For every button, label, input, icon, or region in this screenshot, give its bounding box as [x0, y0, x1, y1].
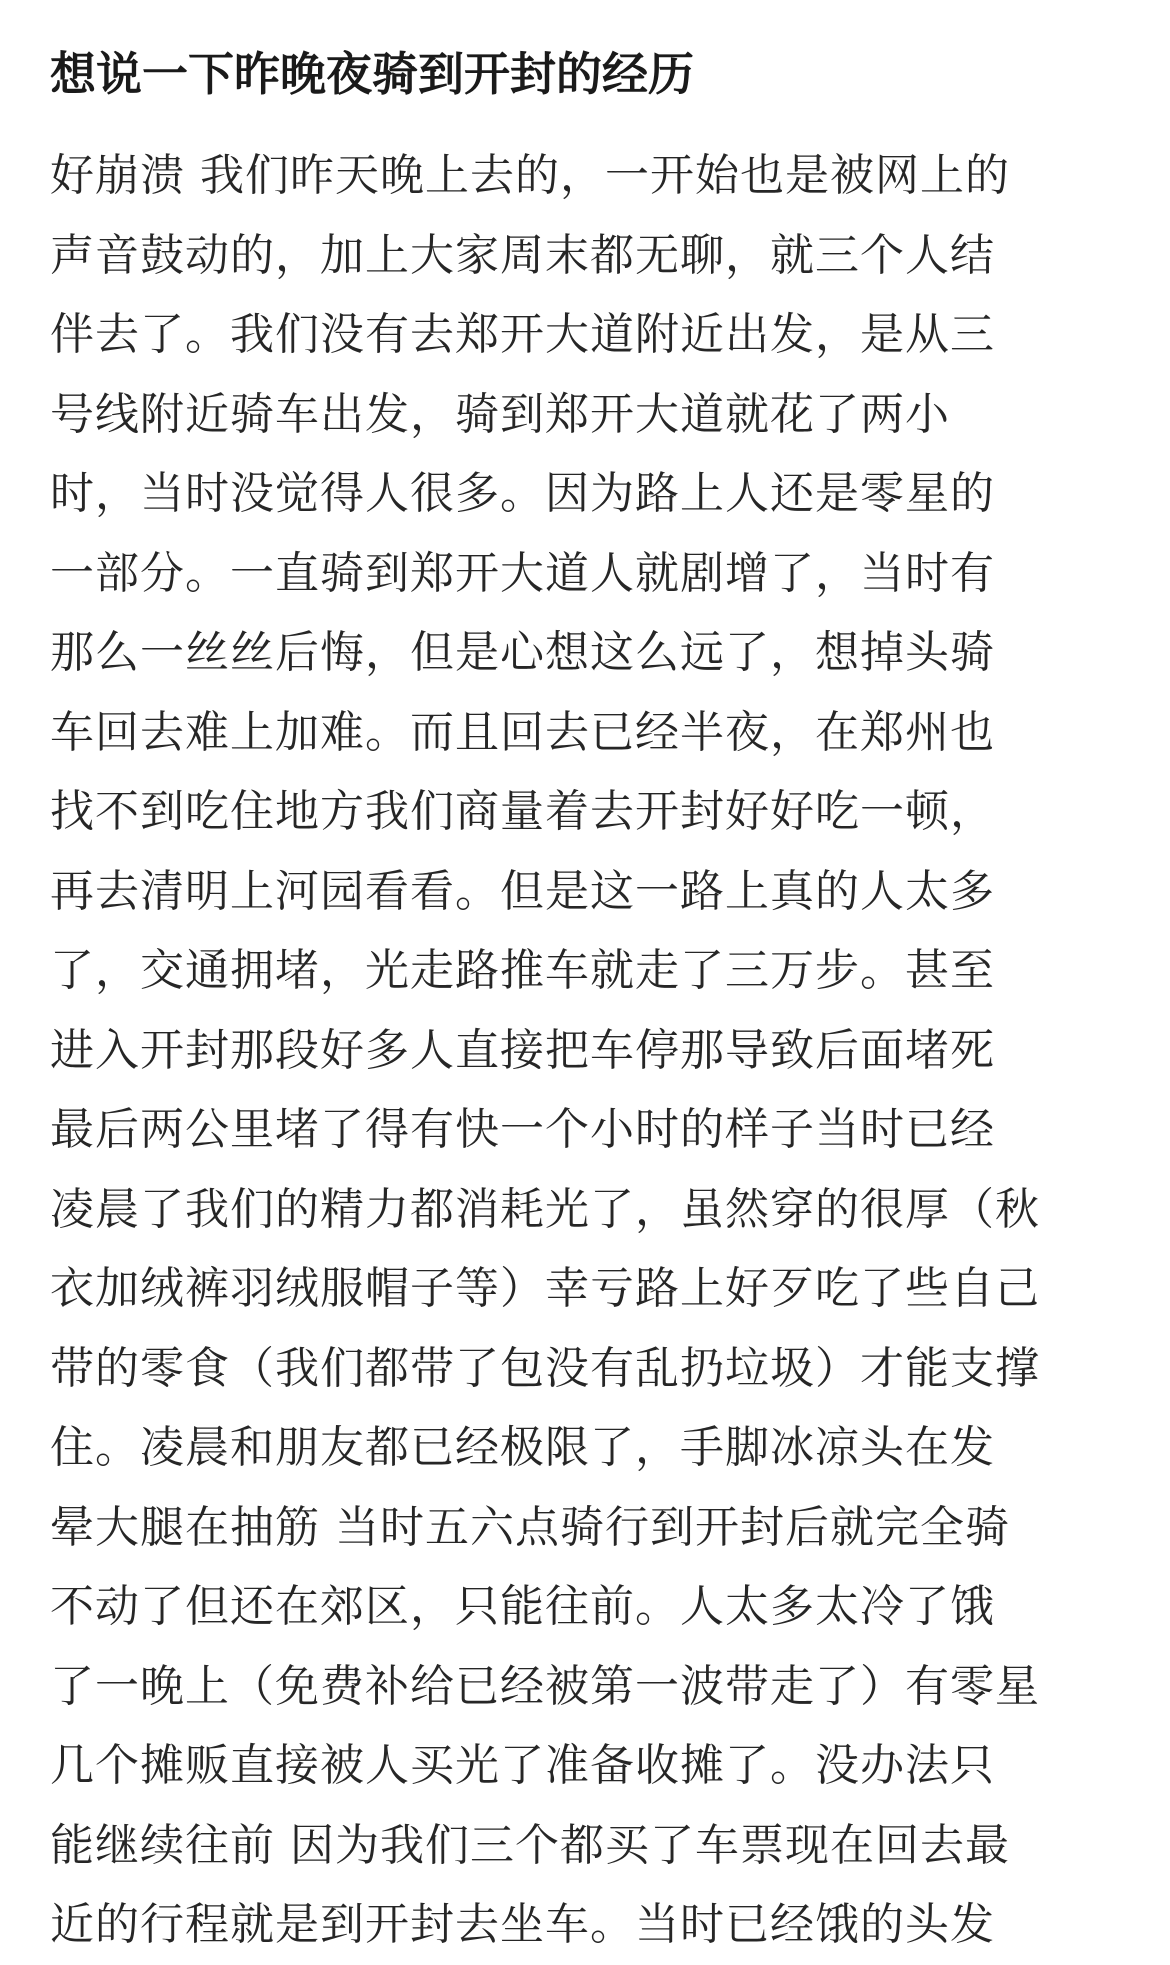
post-body-line: 进入开封那段好多人直接把车停那导致后面堵死	[50, 1024, 995, 1076]
post-body-line: 能继续往前 因为我们三个都买了车票现在回去最	[50, 1819, 1010, 1871]
post-body-line: 时，当时没觉得人很多。因为路上人还是零星的	[50, 468, 995, 519]
post-body	[50, 136, 1150, 1965]
post-body-line: 伴去了。我们没有去郑开大道附近出发，是从三	[50, 309, 995, 360]
post-body-line: 带的零食（我们都带了包没有乱扔垃圾）才能支撑	[50, 1342, 1040, 1394]
post-body-line: 一部分。一直骑到郑开大道人就剧增了，当时有	[50, 547, 995, 599]
post-body-line: 车回去难上加难。而且回去已经半夜，在郑州也	[50, 706, 995, 758]
post-body-line: 不动了但还在郊区，只能往前。人太多太冷了饿	[50, 1581, 995, 1632]
post-body-line: 了，交通拥堵，光走路推车就走了三万步。甚至	[50, 945, 995, 996]
post-body-line: 晕大腿在抽筋 当时五六点骑行到开封后就完全骑	[50, 1501, 1010, 1553]
post-body-line: 了一晚上（免费补给已经被第一波带走了）有零星	[50, 1660, 1040, 1712]
post-body-line: 好崩溃 我们昨天晚上去的，一开始也是被网上的	[50, 150, 1010, 201]
post-body-line: 最后两公里堵了得有快一个小时的样子当时已经	[50, 1104, 995, 1155]
post-body-line: 声音鼓动的，加上大家周末都无聊，就三个人结	[50, 229, 995, 281]
post-body-line: 找不到吃住地方我们商量着去开封好好吃一顿，	[50, 786, 995, 837]
post-body-line: 那么一丝丝后悔，但是心想这么远了，想掉头骑	[50, 627, 995, 678]
post-body-line: 凌晨了我们的精力都消耗光了，虽然穿的很厚（秋	[50, 1183, 1040, 1235]
post-title: 想说一下昨晚夜骑到开封的经历	[50, 47, 694, 101]
post-body-line: 号线附近骑车出发，骑到郑开大道就花了两小	[50, 388, 950, 440]
post-body-line: 几个摊贩直接被人买光了准备收摊了。没办法只	[50, 1740, 995, 1791]
post-body-line: 近的行程就是到开封去坐车。当时已经饿的头发	[50, 1899, 995, 1950]
post-body-line: 衣加绒裤羽绒服帽子等）幸亏路上好歹吃了些自己	[50, 1263, 1040, 1314]
post-body-line: 住。凌晨和朋友都已经极限了，手脚冰凉头在发	[50, 1422, 995, 1473]
post-body-line: 再去清明上河园看看。但是这一路上真的人太多	[50, 865, 995, 917]
